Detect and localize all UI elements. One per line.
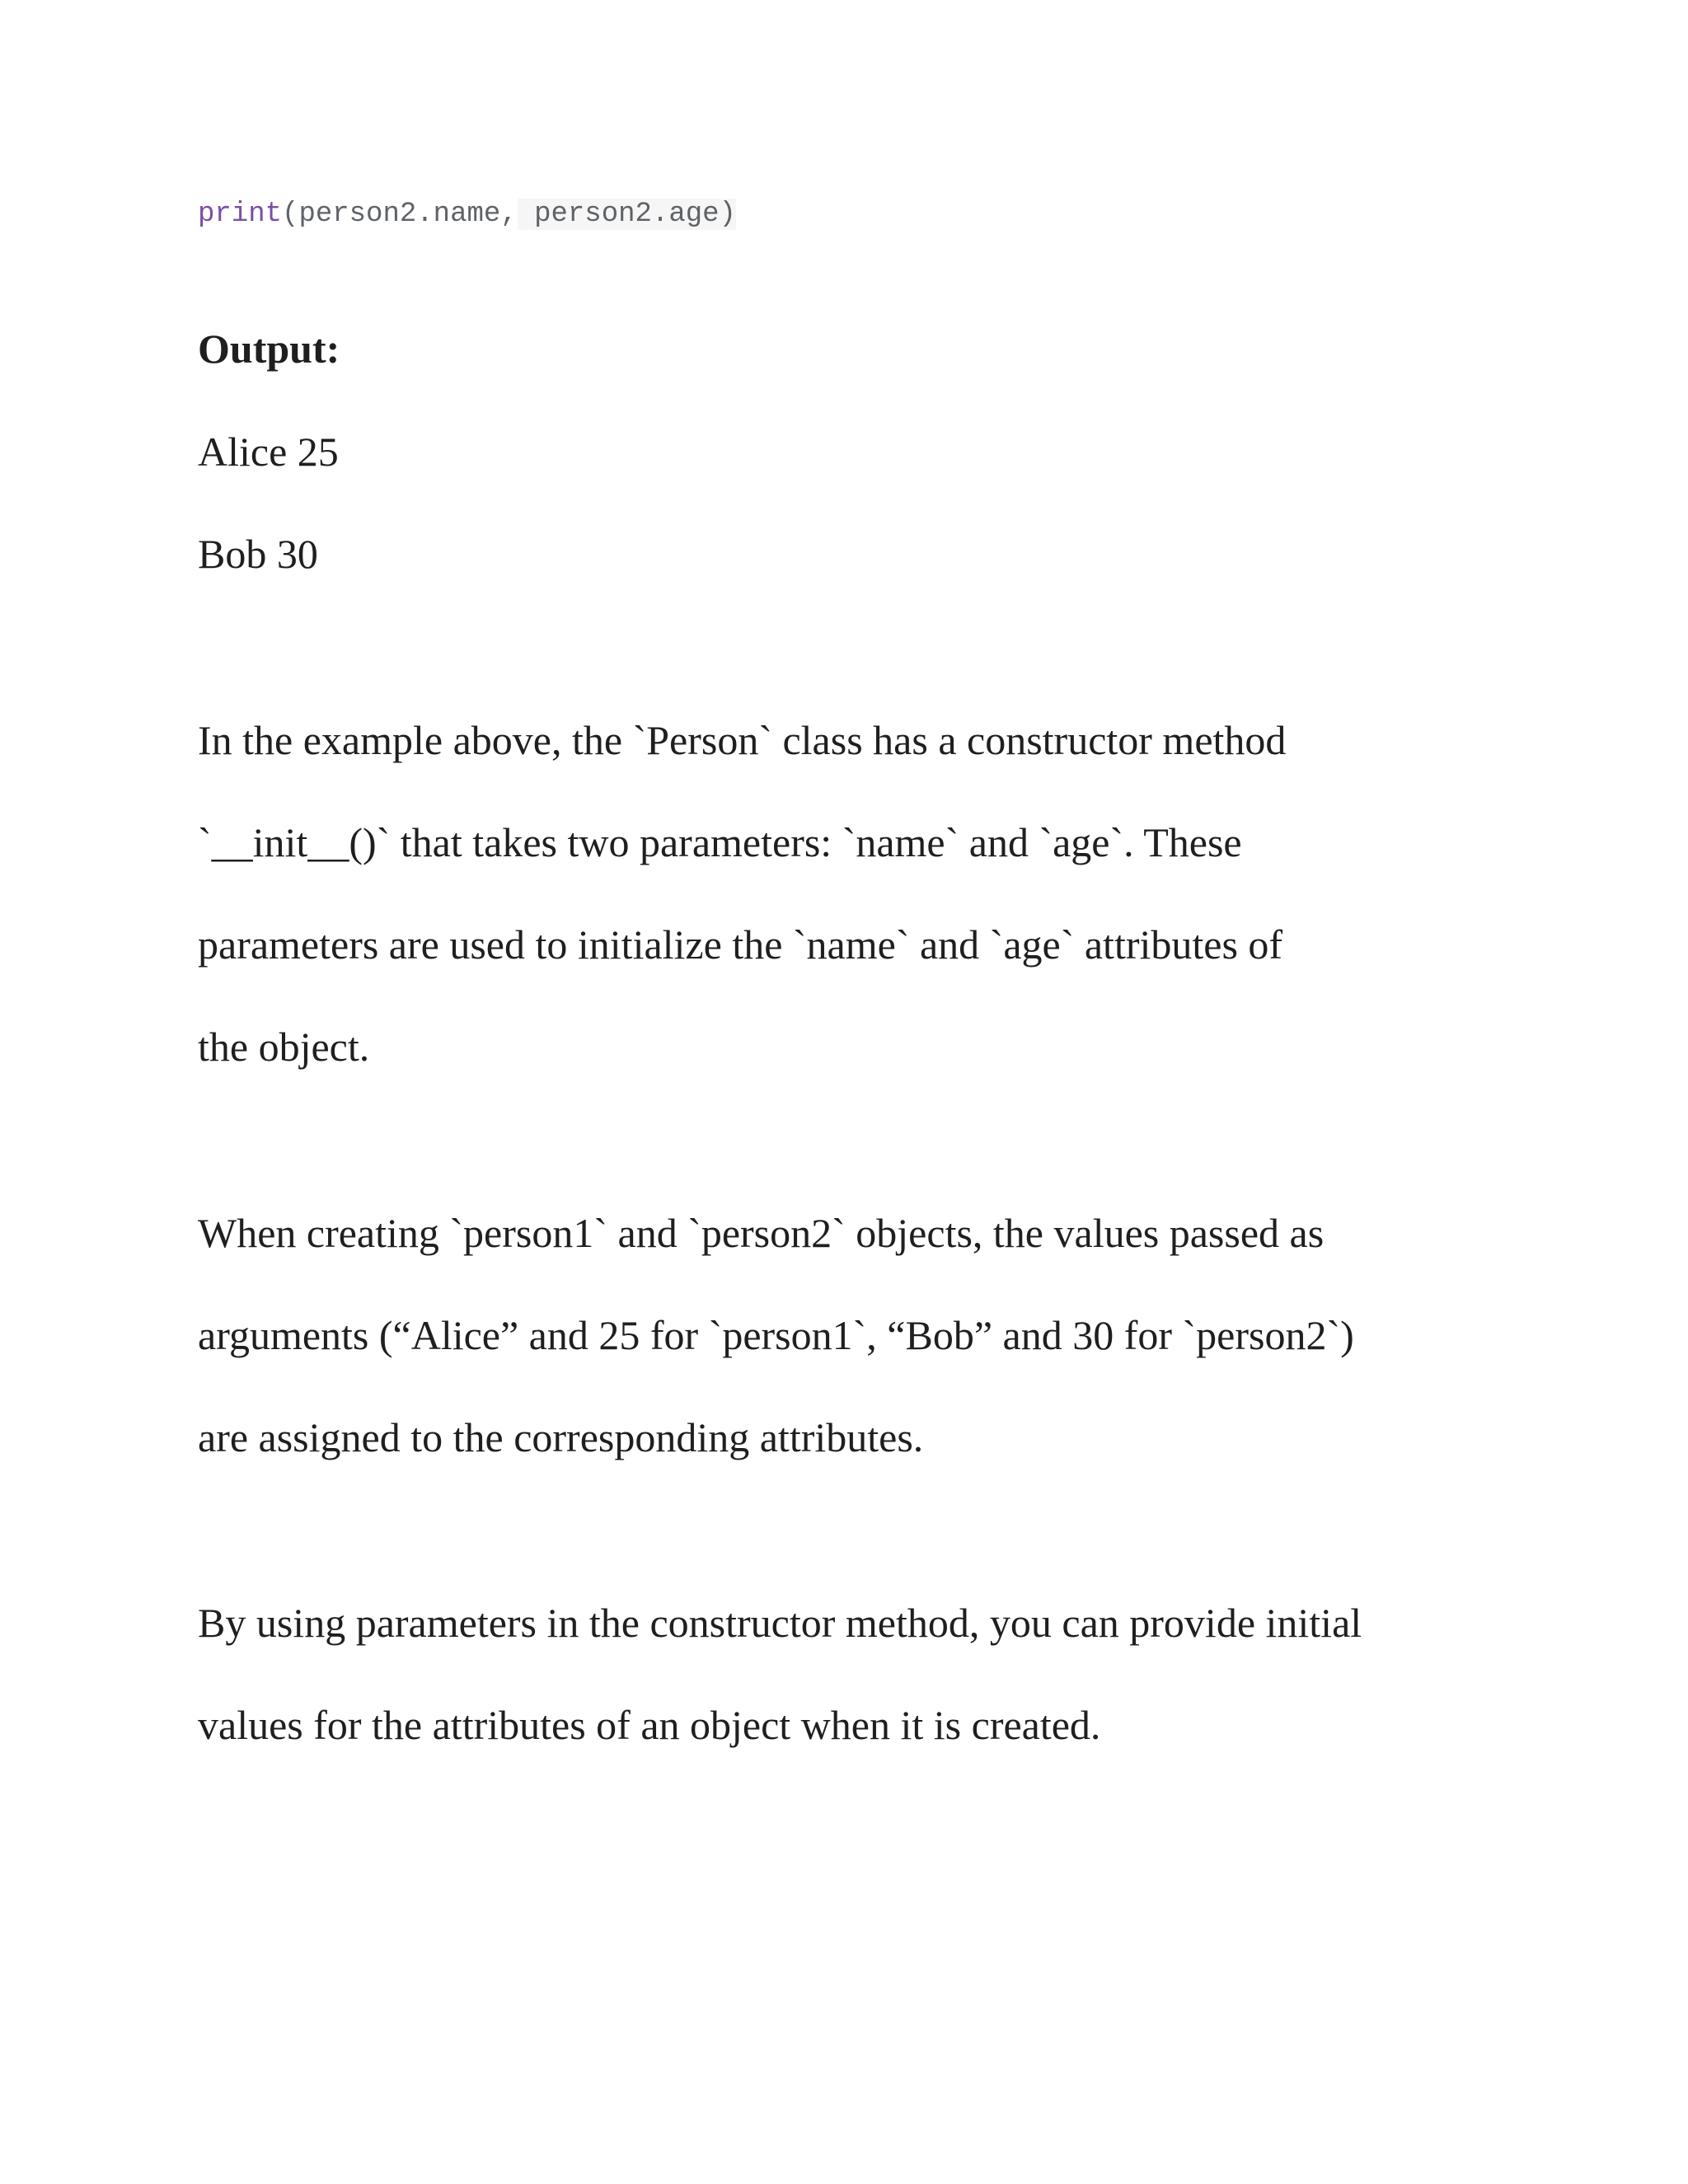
paragraph-constructor-explanation: [198, 689, 1533, 1098]
code-arg-name: person2.name,: [298, 199, 518, 230]
paragraph-line: the object.: [198, 1024, 370, 1070]
paragraph-summary: [198, 1572, 1533, 1776]
code-arg-age: person2.age): [517, 199, 736, 230]
output-line: Alice 25: [198, 429, 339, 475]
paragraph-line: In the example above, the `Person` class has a constructor method: [198, 717, 1287, 763]
paragraph-line: When creating `person1` and `person2` objects, the values passed as: [198, 1210, 1325, 1256]
paragraph-line: By using parameters in the constructor method, you can provide initial: [198, 1600, 1362, 1646]
code-keyword: print: [198, 199, 283, 230]
code-snippet: [198, 194, 736, 234]
paragraph-object-creation: [198, 1182, 1533, 1488]
paragraph-line: arguments (“Alice” and 25 for `person1`, “Bob” and 30 for `person2`): [198, 1312, 1354, 1358]
paragraph-line: are assigned to the corresponding attributes.: [198, 1414, 924, 1460]
output-line: Bob 30: [198, 531, 318, 577]
code-open-paren: (: [282, 199, 299, 230]
paragraph-line: parameters are used to initialize the `name` and `age` attributes of: [198, 921, 1283, 968]
output-heading: Output:: [198, 326, 340, 372]
paragraph-line: values for the attributes of an object when it is created.: [198, 1702, 1101, 1748]
paragraph-line: `__init__()` that takes two parameters: `name` and `age`. These: [198, 819, 1242, 865]
